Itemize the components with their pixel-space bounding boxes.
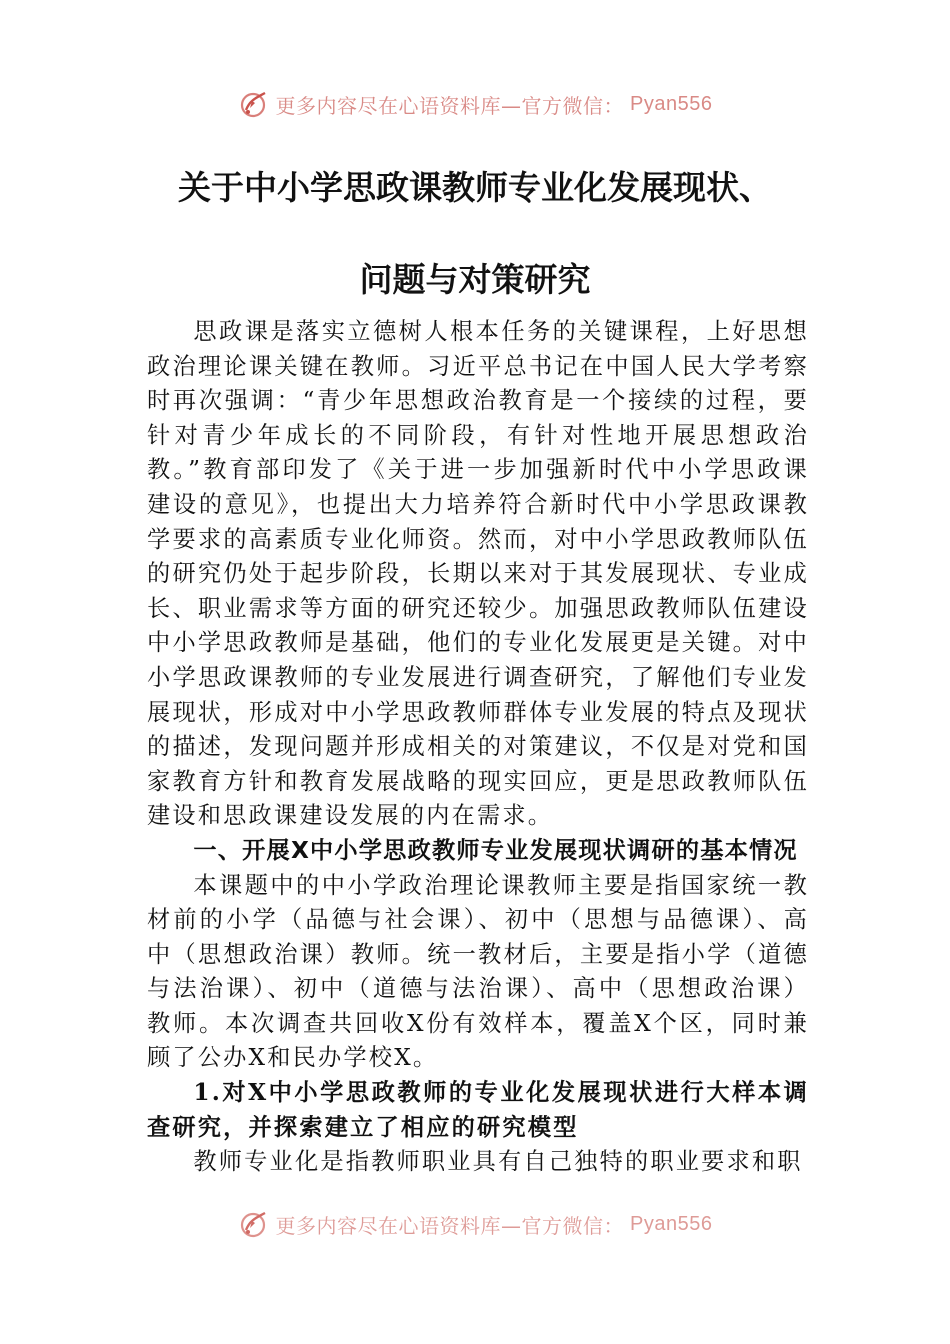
footer-brand-watermark (238, 1208, 713, 1240)
document-body (147, 315, 809, 1180)
section1-paragraph: 本课题中的中小学政治理论课教师主要是指国家统一教材前的小学（品德与社会课）、初中（思想与品德课）、高中（思想政治课）教师。统一教材后，主要是指小学（道德与法治课）、初中（道德与法治课）、高中（思想政治课）教师。本次调查共回收X份有效样本，覆盖X个区，同时兼顾了公办X和民办学校X。 (147, 871, 809, 1072)
brand-watermark (238, 88, 713, 120)
intro-paragraph: 思政课是落实立德树人根本任务的关键课程，上好思想政治理论课关键在教师。习近平总书记在中国人民大学考察时再次强调：“青少年思想政治教育是一个接续的过程，要针对青少年成长的不同阶段，有针对性地开展思想政治教。”教育部印发了《关于进一步加强新时代中小学思政课建设的意见》，也提出大力培养符合新时代中小学思政课教学要求的高素质专业化师资。然而，对中小学思政教师队伍的研究仍处于起步阶段，长期以来对于其发展现状、专业成长、职业需求等方面的研究还较少。加强思政教师队伍建设中小学思政教师是基础，他们的专业化发展更是关键。对中小学思政课教师的专业发展进行调查研究，了解他们专业发展现状，形成对中小学思政教师群体专业发展的特点及现状的描述，发现问题并形成相关的对策建议，不仅是对党和国家教育方针和教育发展战略的现实回应，更是思政教师队伍建设和思政课建设发展的内在需求。 (147, 318, 809, 830)
brand-text: 更多内容尽在心语资料库—官方微信： (275, 93, 625, 118)
subsection1-heading: 1.对X中小学思政教师的专业化发展现状进行大样本调查研究，并探索建立了相应的研究模型 (147, 1079, 809, 1141)
section1-heading: 一、开展X中小学思政教师专业发展现状调研的基本情况 (193, 836, 798, 864)
subsection1-paragraph-start: 教师专业化是指教师职业具有自己独特的职业要求和职 (193, 1148, 803, 1176)
footer-brand-text: 更多内容尽在心语资料库—官方微信： (275, 1213, 625, 1238)
page-footer-watermark (0, 1202, 950, 1246)
page-header-watermark (0, 82, 950, 126)
footer-wechat-id: Pyan556 (630, 1212, 713, 1235)
wechat-id: Pyan556 (630, 92, 713, 115)
document-title-line2: 问题与对策研究 (359, 260, 591, 299)
document-title-line1: 关于中小学思政课教师专业化发展现状、 (178, 168, 772, 207)
footer-brand-logo-icon (238, 1208, 270, 1240)
brand-logo-icon (238, 88, 270, 120)
